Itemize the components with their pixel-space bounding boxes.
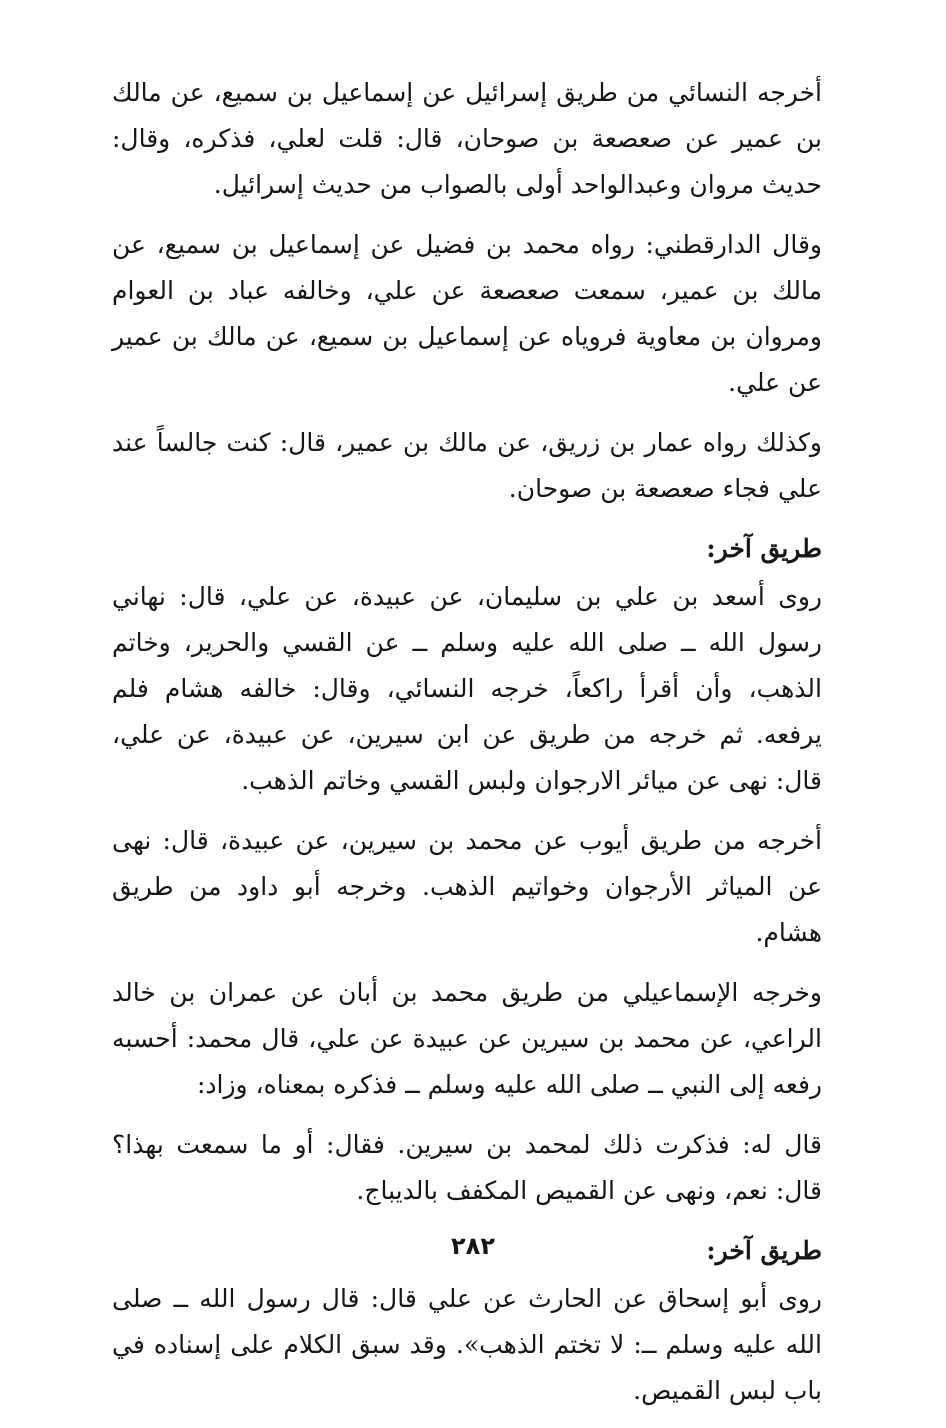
paragraph-ayyub-route: أخرجه من طريق أيوب عن محمد بن سيرين، عن عبيدة، قال: نهى عن المياثر الأرجوان وخواتيم الذهب. وخرجه أبو داود من طريق هشام. xyxy=(112,826,822,947)
paragraph-nasai-israil: أخرجه النسائي من طريق إسرائيل عن إسماعيل بن سميع، عن مالك بن عمير عن صعصعة بن صوحان، قال: قلت لعلي، فذكره، وقال: حديث مروان وعبدالواحد أولى بالصواب من حديث إسرائيل. xyxy=(112,78,822,199)
paragraph-daraqutni: وقال الدارقطني: رواه محمد بن فضيل عن إسماعيل بن سميع، عن مالك بن عمير، سمعت صعصعة عن علي، وخالفه عباد بن العوام ومروان بن معاوية فروياه عن إسماعيل بن سميع، عن مالك بن عمير عن علي. xyxy=(112,230,822,397)
section-heading-other-route-1: طريق آخر: xyxy=(706,534,822,563)
section-heading-other-route-2: طريق آخر: xyxy=(706,1236,822,1265)
paragraph-abu-ishaq: روى أبو إسحاق عن الحارث عن علي قال: قال رسول الله ــ صلى الله عليه وسلم ــ: لا تختم الذهب». وقد سبق الكلام على إسناده في باب لبس القميص. xyxy=(112,1284,822,1405)
paragraph-ismaili-route: وخرجه الإسماعيلي من طريق محمد بن أبان عن عمران بن خالد الراعي، عن محمد بن سيرين عن عبيدة عن علي، قال محمد: أحسبه رفعه إلى النبي ــ صلى الله عليه وسلم ــ فذكره بمعناه، وزاد: xyxy=(112,978,822,1099)
page-body xyxy=(112,70,822,1428)
page-number: ٢٨٢ xyxy=(451,1232,495,1260)
paragraph-ibn-sirin-dialogue: قال له: فذكرت ذلك لمحمد بن سيرين. فقال: أو ما سمعت بهذا؟ قال: نعم، ونهى عن القميص المكفف بالديباج. xyxy=(112,1130,822,1205)
paragraph-ammar-bin-zurayq: وكذلك رواه عمار بن زريق، عن مالك بن عمير، قال: كنت جالساً عند علي فجاء صعصعة بن صوحان. xyxy=(112,428,822,503)
paragraph-asad-bin-ali: روى أسعد بن علي بن سليمان، عن عبيدة، عن علي، قال: نهاني رسول الله ــ صلى الله عليه وسلم ــ عن القسي والحرير، وخاتم الذهب، وأن أقرأ راكعاً، خرجه النسائي، وقال: خالفه هشام فلم يرفعه. ثم خرجه من طريق عن ابن سيرين، عن عبيدة، عن علي، قال: نهى عن ميائر الارجوان ولبس القسي وخاتم الذهب. xyxy=(112,582,822,795)
